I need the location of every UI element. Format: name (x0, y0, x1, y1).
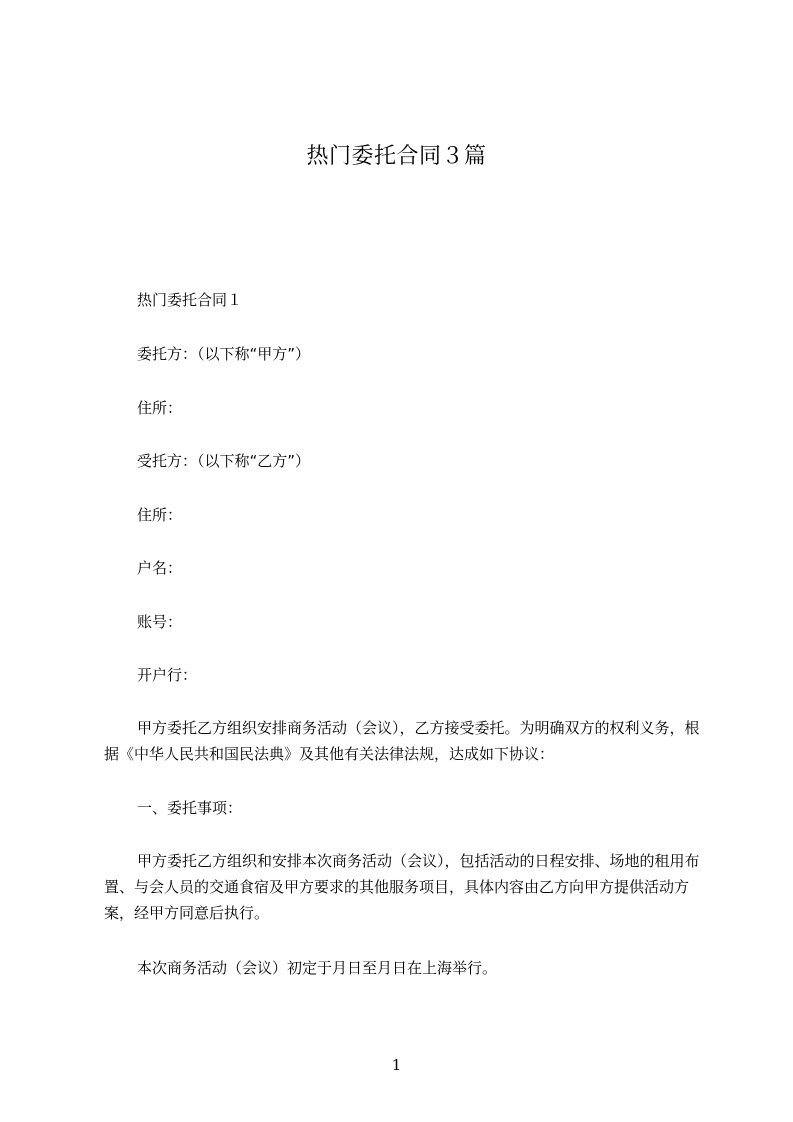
account-number-field: 账号： (137, 613, 183, 631)
principal-address-field: 住所： (137, 399, 183, 417)
clause-one-heading: 一、委托事项： (137, 799, 243, 817)
intro-paragraph: 甲方委托乙方组织安排商务活动（会议），乙方接受委托。为明确双方的权利义务，根据《中华人民共和国民法典》及其他有关法律法规，达成如下协议： (104, 719, 700, 763)
bank-field: 开户行： (137, 666, 198, 684)
page-number: 1 (391, 1056, 402, 1074)
agent-field: 受托方：（以下称“乙方”） (137, 452, 311, 470)
clause-one-paragraph: 甲方委托乙方组织和安排本次商务活动（会议），包括活动的日程安排、场地的租用布置、与会人员的交通食宿及甲方要求的其他服务项目，具体内容由乙方向甲方提供活动方案，经甲方同意后执行。 (104, 852, 700, 922)
principal-field: 委托方：（以下称“甲方”） (137, 345, 311, 363)
agent-address-field: 住所： (137, 506, 183, 524)
section-heading: 热门委托合同１ (137, 291, 243, 309)
document-title: 热门委托合同３篇 (306, 144, 487, 169)
account-name-field: 户名： (137, 559, 183, 577)
clause-one-date: 本次商务活动（会议）初定于月日至月日在上海举行。 (137, 959, 498, 977)
